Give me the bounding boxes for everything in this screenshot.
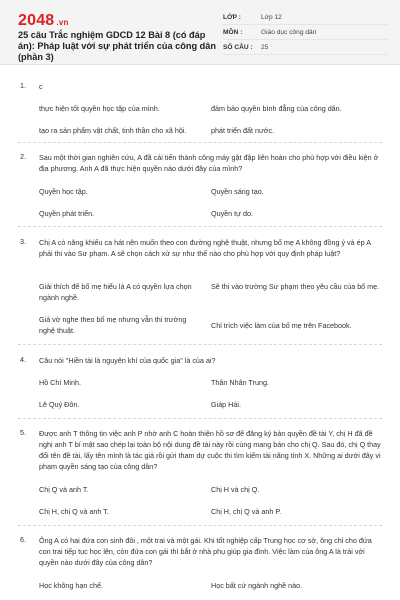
option-b[interactable]: Sẽ thi vào trường Sư phạm theo yêu cầu của bố mẹ. xyxy=(211,282,380,291)
option-d[interactable]: Giáp Hải. xyxy=(211,400,241,409)
question-text: c xyxy=(39,82,43,91)
option-d[interactable]: Chị H, chị Q và anh P. xyxy=(211,507,282,516)
option-d[interactable]: phát triển đất nước. xyxy=(211,126,275,135)
meta-value: 25 xyxy=(261,43,269,51)
meta-row-class xyxy=(223,10,388,25)
option-b[interactable]: Thân Nhân Trung. xyxy=(211,378,269,387)
divider xyxy=(18,418,382,419)
option-b[interactable]: Chị H và chị Q. xyxy=(211,485,260,494)
meta-info xyxy=(223,10,388,55)
question-text: Sau một thời gian nghiên cứu, A đã cải tiến thành công máy gặt đập liên hoàn cho phù hợp với điều kiện ở địa phương. Anh A đã thực hiện quyền nào dưới đây của mình? xyxy=(39,153,379,173)
meta-label: LỚP : xyxy=(223,13,241,21)
divider xyxy=(18,142,382,143)
question-text: Câu nói "Hiền tài là nguyên khí của quốc gia" là của ai? xyxy=(39,356,216,365)
question-number: 3. xyxy=(20,237,26,246)
question-number: 1. xyxy=(20,81,26,90)
option-c[interactable]: Quyền phát triển. xyxy=(39,209,95,218)
logo-suffix: .vn xyxy=(56,18,69,27)
question-number: 6. xyxy=(20,535,26,544)
option-a[interactable]: Giải thích để bố mẹ hiểu là A có quyền lựa chọn ngành nghề. xyxy=(39,282,192,302)
question-number: 2. xyxy=(20,152,26,161)
option-b[interactable]: Quyền sáng tạo. xyxy=(211,187,264,196)
option-c[interactable]: tạo ra sản phẩm vật chất, tinh thần cho xã hội. xyxy=(39,126,187,135)
option-d[interactable]: Chỉ trích việc làm của bố mẹ trên Facebook. xyxy=(211,321,352,330)
option-a[interactable]: Quyền học tập. xyxy=(39,187,88,196)
header xyxy=(0,0,400,65)
option-a[interactable]: Chị Q và anh T. xyxy=(39,485,89,494)
option-a[interactable]: thực hiện tốt quyền học tập của mình. xyxy=(39,104,160,113)
meta-label: SỐ CÂU : xyxy=(223,43,253,51)
option-c[interactable]: Chị H, chị Q và anh T. xyxy=(39,507,109,516)
meta-label: MÔN : xyxy=(223,28,243,36)
question-number: 5. xyxy=(20,428,26,437)
question-text: Ông A có hai đứa con sinh đôi , một trai và một gái. Khi tốt nghiệp cấp Trung học cơ sở, ông chỉ cho đứa con trai tiếp tục học lên, còn đứa con gái thì bắt ở nhà phụ giúp gia đình. Việc làm của ông A là trái với quyền nào dưới đây của công dân? xyxy=(39,536,372,567)
divider xyxy=(18,344,382,345)
site-logo[interactable] xyxy=(18,12,69,30)
option-b[interactable]: đảm bảo quyền bình đẳng của công dân. xyxy=(211,104,342,113)
option-d[interactable]: Quyền tự do. xyxy=(211,209,253,218)
divider xyxy=(18,525,382,526)
option-b[interactable]: Học bất cứ ngành nghề nào. xyxy=(211,581,303,590)
logo-text: 2048 xyxy=(18,12,55,29)
page-title: 25 câu Trắc nghiệm GDCD 12 Bài 8 (có đáp án): Pháp luật với sự phát triển của công dân (phần 3) xyxy=(18,30,216,62)
option-c[interactable]: Lê Quý Đôn. xyxy=(39,400,80,409)
divider xyxy=(18,226,382,227)
option-c[interactable]: Giả vờ nghe theo bố mẹ nhưng vẫn thi trường nghệ thuật. xyxy=(39,315,187,335)
meta-row-count xyxy=(223,40,388,55)
question-text: Được anh T thông tin việc anh P nhờ anh C hoàn thiện hồ sơ để đăng ký bản quyền đề tài Y, chị H đã đề nghị anh T bí mật sao chép lại toàn bộ nội dung đề tài này rồi cùng mang bán cho chị Q. Sau đó, chị Q thay đổi tên đề tài, lấy tên mình là tác giả rồi gửi tham dự cuộc thi tìm kiếm tài năng tỉnh X. Những ai dưới đây vi phạm quyền sáng tạo của công dân? xyxy=(39,429,381,471)
meta-row-subject xyxy=(223,25,388,40)
meta-value: Lớp 12 xyxy=(261,13,282,21)
question-text: Chị A có năng khiếu ca hát nên muốn theo con đường nghệ thuật, nhưng bố mẹ A không đồng ý và ép A phải thi vào Sư phạm. A sẽ chọn cách xử sự như thế nào cho phù hợp với quy định pháp luật? xyxy=(39,238,371,258)
question-number: 4. xyxy=(20,355,26,364)
meta-value: Giáo dục công dân xyxy=(261,28,317,36)
option-a[interactable]: Học không hạn chế. xyxy=(39,581,103,590)
option-a[interactable]: Hồ Chí Minh. xyxy=(39,378,81,387)
